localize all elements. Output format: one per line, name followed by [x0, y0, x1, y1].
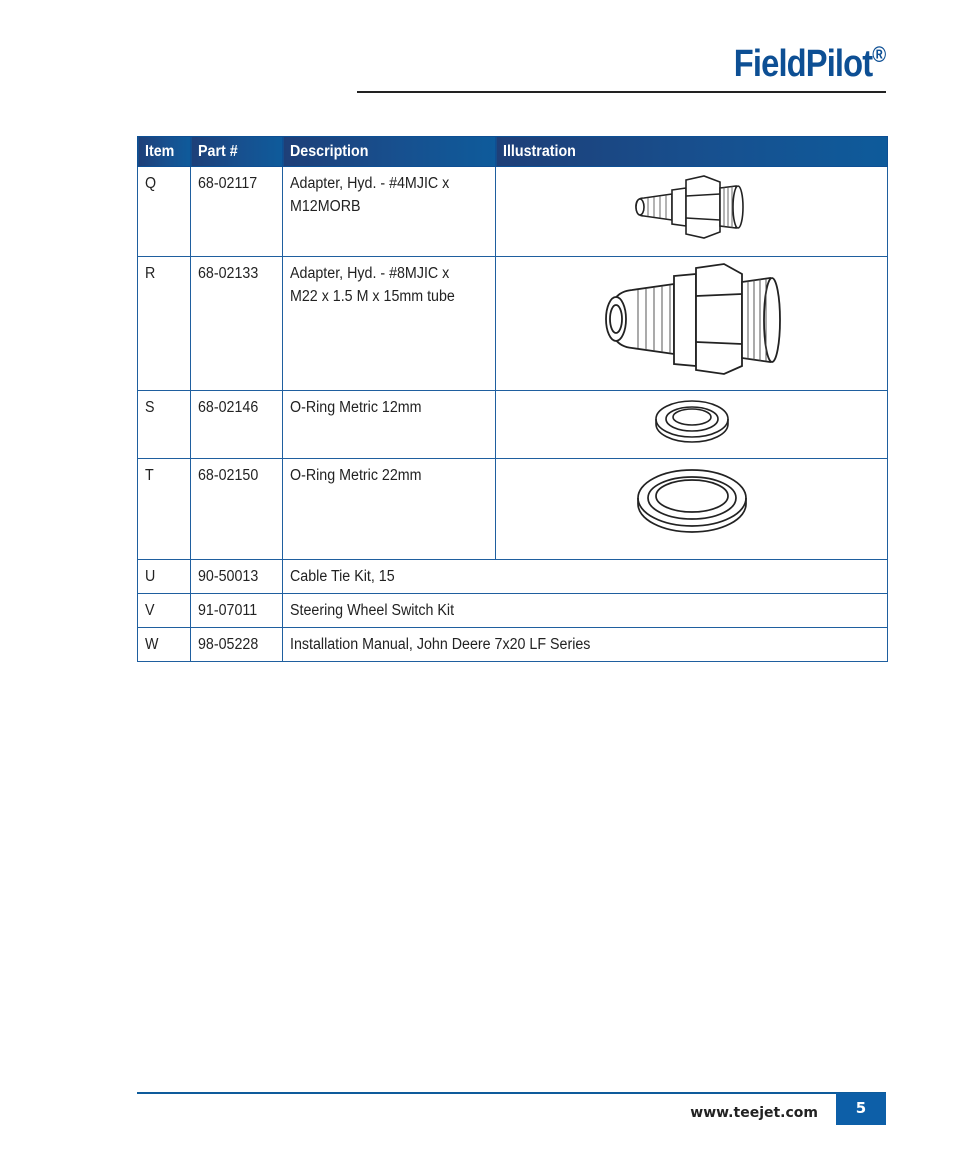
description-cell: O-Ring Metric 12mm — [283, 391, 496, 459]
description-cell: Steering Wheel Switch Kit — [283, 594, 888, 628]
table-row — [138, 594, 888, 628]
small-o-ring-illustration — [652, 396, 732, 446]
description-cell: Installation Manual, John Deere 7x20 LF Series — [283, 628, 888, 662]
part-cell: 90-50013 — [191, 560, 283, 594]
item-cell: U — [138, 560, 191, 594]
table-row — [138, 560, 888, 594]
item-cell: R — [138, 257, 191, 391]
website-url[interactable]: www.teejet.com — [690, 1105, 818, 1121]
item-cell: T — [138, 459, 191, 560]
part-cell: 68-02150 — [191, 459, 283, 560]
description-cell: Adapter, Hyd. - #8MJIC x M22 x 1.5 M x 15mm tube — [283, 257, 496, 391]
table-row — [138, 628, 888, 662]
registered-mark: ® — [872, 42, 886, 67]
brand-name: FieldPilot — [733, 43, 873, 85]
part-cell: 68-02133 — [191, 257, 283, 391]
description-cell: O-Ring Metric 22mm — [283, 459, 496, 560]
fieldpilot-logo — [734, 44, 886, 83]
item-cell: Q — [138, 167, 191, 257]
large-o-ring-illustration — [634, 464, 750, 538]
table-header-row — [138, 137, 888, 167]
item-cell: W — [138, 628, 191, 662]
large-hydraulic-adapter-illustration — [592, 262, 792, 378]
column-header-illustration: Illustration — [496, 137, 888, 167]
part-cell: 98-05228 — [191, 628, 283, 662]
illustration-cell — [496, 167, 888, 257]
header-divider — [357, 91, 886, 93]
small-hydraulic-adapter-illustration — [632, 172, 752, 244]
parts-table — [137, 136, 888, 662]
description-cell: Cable Tie Kit, 15 — [283, 560, 888, 594]
item-cell: V — [138, 594, 191, 628]
illustration-cell — [496, 459, 888, 560]
part-cell: 68-02146 — [191, 391, 283, 459]
page-number: 5 — [836, 1093, 886, 1125]
illustration-cell — [496, 257, 888, 391]
table-row — [138, 167, 888, 257]
table-row — [138, 459, 888, 560]
column-header-part: Part # — [191, 137, 283, 167]
part-cell: 68-02117 — [191, 167, 283, 257]
part-cell: 91-07011 — [191, 594, 283, 628]
column-header-description: Description — [283, 137, 496, 167]
footer-divider — [137, 1092, 886, 1094]
column-header-item: Item — [138, 137, 191, 167]
table-row — [138, 391, 888, 459]
description-cell: Adapter, Hyd. - #4MJIC x M12MORB — [283, 167, 496, 257]
table-row — [138, 257, 888, 391]
item-cell: S — [138, 391, 191, 459]
illustration-cell — [496, 391, 888, 459]
